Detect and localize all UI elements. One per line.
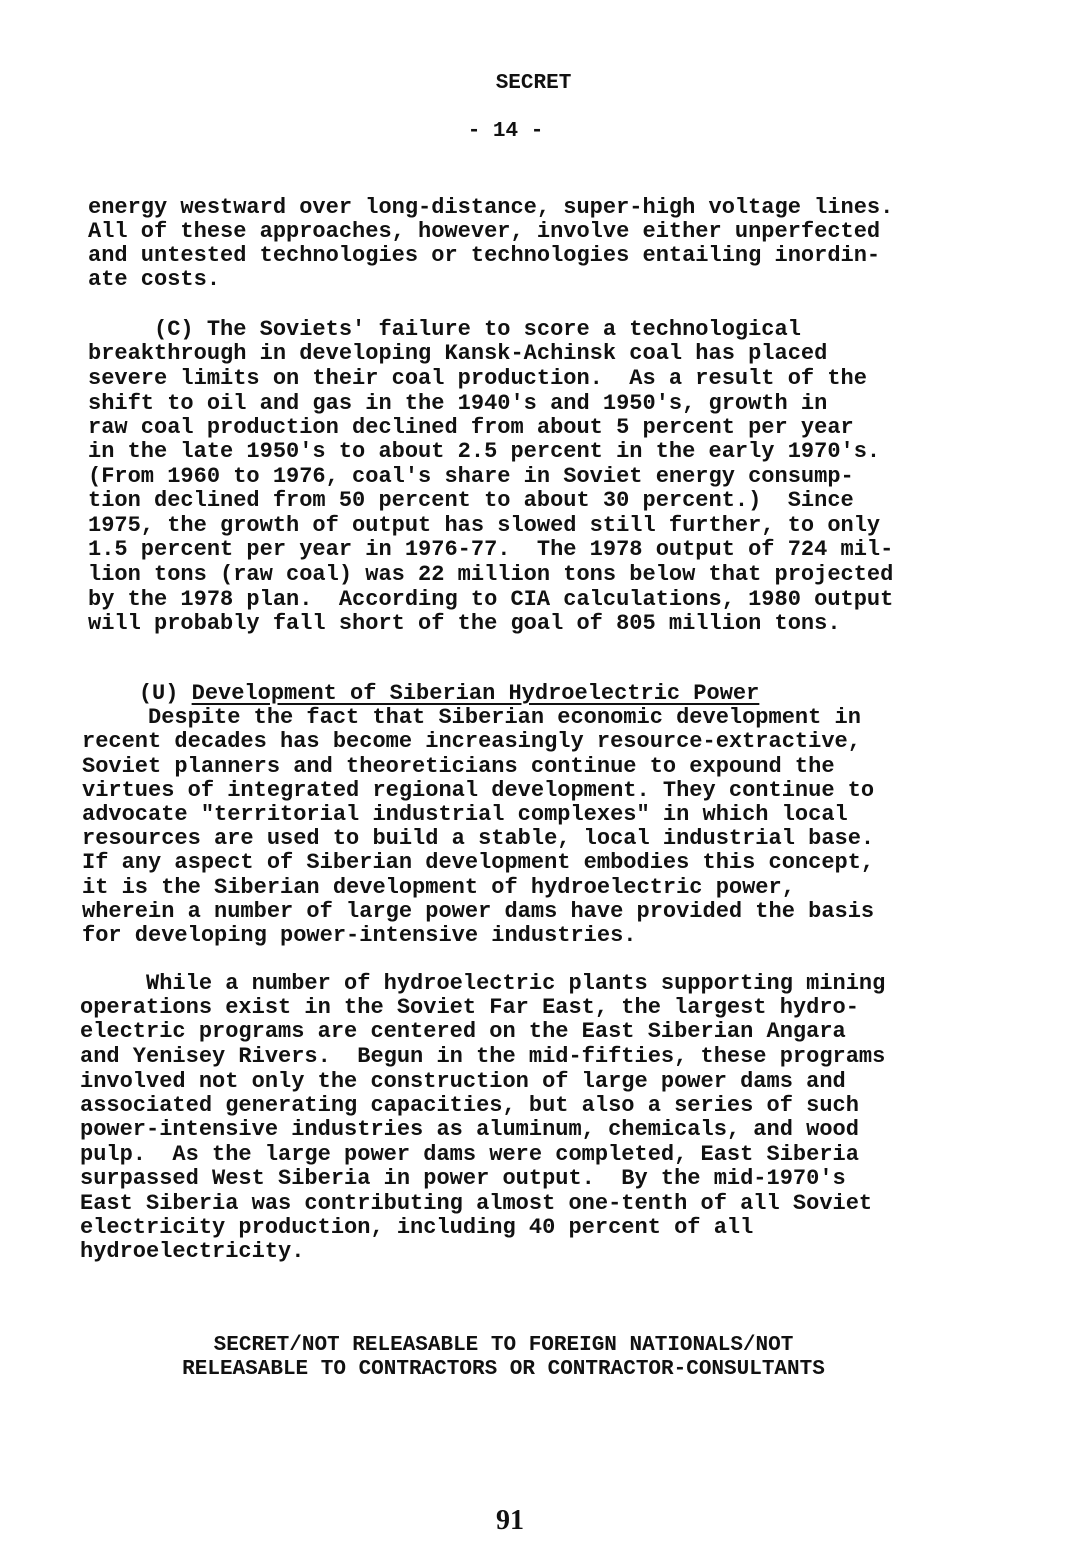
- text-line: (C) The Soviets' failure to score a technological: [88, 317, 801, 342]
- text-line: it is the Siberian development of hydroelectric power,: [82, 875, 795, 900]
- text-line: All of these approaches, however, involve either unperfected: [88, 219, 881, 244]
- text-line: severe limits on their coal production. As a result of the: [88, 366, 867, 391]
- footer-classification-line-2: RELEASABLE TO CONTRACTORS OR CONTRACTOR-CONSULTANTS: [182, 1358, 825, 1381]
- text-line: resources are used to build a stable, local industrial base.: [82, 826, 875, 851]
- text-line: advocate "territorial industrial complexes" in which local: [82, 802, 848, 827]
- text-line: involved not only the construction of large power dams and: [80, 1069, 846, 1094]
- text-line: and Yenisey Rivers. Begun in the mid-fifties, these programs: [80, 1044, 886, 1069]
- text-line: and untested technologies or technologies entailing inordin-: [88, 243, 881, 268]
- text-line: pulp. As the large power dams were completed, East Siberia: [80, 1142, 859, 1167]
- text-line: lion tons (raw coal) was 22 million tons below that projected: [88, 562, 894, 587]
- text-line: in the late 1950's to about 2.5 percent in the early 1970's.: [88, 439, 881, 464]
- section-title: Development of Siberian Hydroelectric Power: [191, 681, 760, 706]
- text-line: East Siberia was contributing almost one-tenth of all Soviet: [80, 1191, 873, 1216]
- text-line: shift to oil and gas in the 1940's and 1950's, growth in: [88, 391, 828, 416]
- text-line: energy westward over long-distance, super-high voltage lines.: [88, 195, 894, 220]
- text-line: 1.5 percent per year in 1976-77. The 1978 output of 724 mil-: [88, 537, 894, 562]
- footer-classification-line-1: SECRET/NOT RELEASABLE TO FOREIGN NATIONALS/NOT: [213, 1334, 794, 1357]
- text-line: virtues of integrated regional development. They continue to: [82, 778, 875, 803]
- text-line: (From 1960 to 1976, coal's share in Soviet energy consump-: [88, 464, 854, 489]
- text-line: breakthrough in developing Kansk-Achinsk coal has placed: [88, 341, 828, 366]
- text-line: 1975, the growth of output has slowed still further, to only: [88, 513, 881, 538]
- text-line: recent decades has become increasingly resource-extractive,: [82, 729, 861, 754]
- text-line: operations exist in the Soviet Far East, the largest hydro-: [80, 995, 859, 1020]
- text-line: surpassed West Siberia in power output. By the mid-1970's: [80, 1166, 846, 1191]
- text-line: by the 1978 plan. According to CIA calculations, 1980 output: [88, 587, 894, 612]
- classification-header: SECRET: [495, 72, 572, 95]
- text-line: ate costs.: [88, 267, 221, 292]
- text-line: electric programs are centered on the East Siberian Angara: [80, 1019, 846, 1044]
- text-line: associated generating capacities, but also a series of such: [80, 1093, 859, 1118]
- text-line: Despite the fact that Siberian economic development in: [82, 705, 861, 730]
- text-line: Soviet planners and theoreticians continue to expound the: [82, 754, 835, 779]
- page-number: 91: [496, 1505, 524, 1536]
- text-line: tion declined from 50 percent to about 30 percent.) Since: [88, 488, 854, 513]
- text-line: If any aspect of Siberian development embodies this concept,: [82, 850, 875, 875]
- text-line: wherein a number of large power dams have provided the basis: [82, 899, 875, 924]
- text-line: for developing power-intensive industries.: [82, 923, 637, 948]
- text-line: hydroelectricity.: [80, 1239, 305, 1264]
- text-line: While a number of hydroelectric plants supporting mining: [80, 971, 886, 996]
- section-marker: (U): [138, 681, 179, 706]
- text-line: raw coal production declined from about 5 percent per year: [88, 415, 854, 440]
- text-line: electricity production, including 40 percent of all: [80, 1215, 754, 1240]
- text-line: will probably fall short of the goal of 805 million tons.: [88, 611, 841, 636]
- text-line: power-intensive industries as aluminum, chemicals, and wood: [80, 1117, 859, 1142]
- page-marker: - 14 -: [467, 120, 544, 143]
